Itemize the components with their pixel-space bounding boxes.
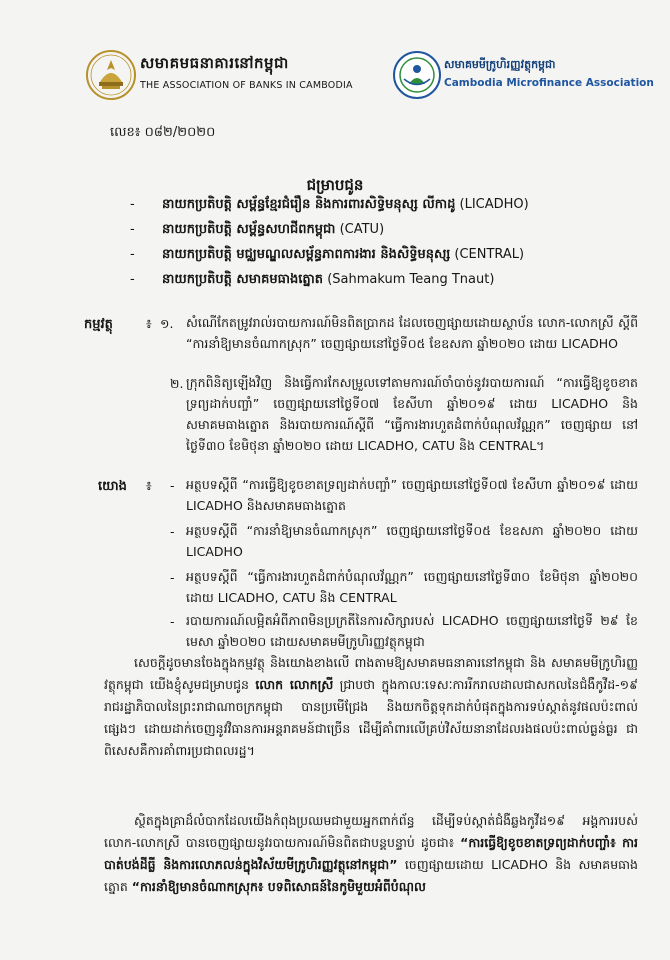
- recipient-item: [130, 217, 640, 242]
- recipient-abbr: (Sahmakum Teang Tnaut): [327, 272, 495, 287]
- cma-header: [392, 50, 654, 110]
- recipients-list: [130, 192, 640, 292]
- cma-name-khmer: សមាគមមីក្រូហិរញ្ញវត្ថុកម្ពុជា: [444, 58, 556, 71]
- paragraph-bold-text: “ការធ្វើឱ្យខូចខាតទ្រព្យដាក់បញ្ចាំ៖ ការបាត់បង់ដីធ្លី និងការលោភលន់ក្នុងវិស័យមីក្រូហិរញ្ញវត្ថុនៅកម្ពុជា”: [104, 835, 638, 872]
- cma-name-english: Cambodia Microfinance Association: [444, 77, 654, 89]
- list-dash: -: [170, 570, 175, 585]
- reference-item-text: អត្ថបទស្តីពី “ការធ្វើឱ្យខូចខាតទ្រព្យដាក់បញ្ចាំ” ចេញផ្សាយនៅថ្ងៃទី០៧ ខែសីហា ឆ្នាំ២០១៩ ដោយ LICADHO និងសមាគមធាងត្នោត: [186, 477, 638, 513]
- cma-logo-icon: [392, 50, 442, 100]
- subject-colon: ៖: [146, 317, 152, 332]
- reference-item-text: អត្ថបទស្តីពី “ការនាំឱ្យមានចំណាកស្រុក” ចេញផ្សាយនៅថ្ងៃទី០៥ ខែឧសភា ឆ្នាំ២០២០ ដោយ LICADHO: [186, 523, 638, 559]
- subject-number: ១.: [160, 316, 174, 331]
- recipient-name: នាយកប្រតិបត្តិ សមាគមធាងត្នោត: [162, 272, 324, 287]
- recipient-abbr: (CATU): [339, 222, 385, 237]
- paragraph-text: ស្ថិតក្នុងគ្រាដ៏លំបាកដែលយើងកំពុងប្រឈមជាមួយអ្នកពាក់ព័ន្ធ ដើម្បីទប់ស្កាត់ជំងឺឆ្លងកូវីដ១៩ អង្គការរបស់លោក-លោកស្រី បានចេញផ្សាយនូវរបាយការណ៍មិនពិតជាបន្តបន្ទាប់ ដូចជា៖: [104, 813, 638, 850]
- list-dash: -: [170, 524, 175, 539]
- recipient-abbr: (CENTRAL): [454, 247, 525, 262]
- recipient-name: នាយកប្រតិបត្តិ មជ្ឈមណ្ឌលសម្ព័ន្ធភាពការងារ និងសិទ្ធិមនុស្ស: [162, 247, 451, 262]
- reference-label: យោង: [98, 479, 127, 494]
- list-dash: -: [170, 478, 175, 493]
- recipient-item: [130, 242, 640, 267]
- paragraph-bold-text: “ការនាំឱ្យមានចំណាកស្រុក៖ បទពិសោធន៍នៃកូមិមួយអំពីបំណុល: [131, 879, 426, 894]
- subject-label: កម្មវត្ថុ: [84, 317, 113, 332]
- subject-item-text: ក្រុកពិនិត្យឡើងវិញ និងធ្វើការកែសម្រួលទៅតាមការណ៍ចាំបាច់នូវរបាយការណ៍ “ការធ្វើឱ្យខូចខាតទ្រព្យដាក់បញ្ចាំ” ចេញផ្សាយនៅថ្ងៃទី០៧ ខែសីហា ឆ្នាំ២០១៩ ដោយ LICADHO និង សមាគមធាងត្នោត និងរបាយការណ៍ស្តីពី “ធ្វើការងារហួតដំពាក់បំណុលវ័ណ្ណក” ចេញផ្សាយ នៅថ្ងៃទី៣០ ខែមិថុនា ឆ្នាំ២០២០ ដោយ LICADHO, CATU និង CENTRAL។: [186, 375, 638, 453]
- recipients-title: ជម្រាបជូន: [306, 176, 364, 194]
- paragraph-text: ជ្រាបថា ក្នុងកាលៈទេសៈការរីករាលដាលជាសកលនៃជំងឺកូវីដ-១៩ រាជរដ្ឋាភិបាលនៃព្រះរាជាណាចក្រកម្ពុជា បានប្រមើជ្រែង និងយកចិត្តទុកដាក់បំផុតក្នុងការទប់ស្កាត់នូវផលប៉ះពាល់ផ្សេងៗ ដោយដាក់ចេញនូវវិធានការអន្តរាគមន៍ជាច្រើន ដើម្បីគាំពារលើគ្រប់វិស័យនានាដែលរងផលប៉ះពាល់ធ្ងន់ធ្ងរ ជាពិសេសគឺការគាំពារប្រជាពលរដ្ឋ។: [104, 677, 638, 758]
- recipient-item: [130, 192, 640, 217]
- list-dash: -: [130, 272, 135, 287]
- recipient-item: [130, 267, 640, 292]
- aba-logo-icon: [84, 48, 138, 102]
- subject-number: ២.: [170, 376, 184, 391]
- aba-header: [84, 46, 353, 106]
- list-dash: -: [130, 247, 135, 262]
- reference-number: លេខ៖ ០៨២/២០២០: [110, 125, 216, 140]
- recipient-name: នាយកប្រតិបត្តិ សម្ព័ន្ធខ្មែរជំរឿន និងការពារសិទ្ធិមនុស្ស លីកាដូ: [162, 197, 456, 212]
- reference-item-text: អត្ថបទស្តីពី “ធ្វើការងារហួតដំពាក់បំណុលវ័ណ្ណក” ចេញផ្សាយនៅថ្ងៃទី៣០ ខែមិថុនា ឆ្នាំ២០២០ ដោយ LICADHO, CATU និង CENTRAL: [186, 569, 638, 605]
- list-dash: -: [130, 197, 135, 212]
- aba-name-khmer: សមាគមធនាគារនៅកម្ពុជា: [140, 54, 289, 72]
- reference-colon: ៖: [146, 479, 152, 494]
- list-dash: -: [170, 614, 175, 629]
- paragraph-text: សេចក្តីដូចមានចែងក្នុងកម្មវត្ថុ និងយោងខាងលើ ពាងតាមឱ្យសមាគមធនាគារនៅកម្ពុជា និង សមាគមមីក្រូហិរញ្ញវត្ថុកម្ពុជា យើងខ្ញុំសូមជម្រាបជូន: [104, 655, 638, 692]
- body-paragraph-2: [104, 810, 638, 898]
- subject-item-text: សំណើកែតម្រូវរាល់របាយការណ៍មិនពិតប្រាកដ ដែលចេញផ្សាយដោយស្ថាប័ន លោក-លោកស្រី ស្តីពី “ការនាំឱ្យមានចំណាកស្រុក” ចេញផ្សាយនៅថ្ងៃទី០៥ ខែឧសភា ឆ្នាំ២០២០ ដោយ LICADHO: [186, 315, 638, 351]
- body-paragraph-1: [104, 652, 638, 762]
- list-dash: -: [130, 222, 135, 237]
- paragraph-text: ចេញផ្សាយដោយ LICADHO និង សមាគមធាងត្នោត: [104, 857, 638, 894]
- aba-name-english: THE ASSOCIATION OF BANKS IN CAMBODIA: [140, 80, 353, 91]
- reference-item-text: របាយការណ៍លម្អិតអំពីភាពមិនប្រក្រតីនៃការសិក្សារបស់ LICADHO ចេញផ្សាយនៅថ្ងៃទី ២៩ ខែមេសា ឆ្នាំ២០២០ ដោយសមាគមមីក្រូហិរញ្ញវត្ថុកម្ពុជា: [186, 613, 638, 649]
- paragraph-bold-text: លោក លោកស្រី: [255, 677, 334, 692]
- recipient-abbr: (LICADHO): [459, 197, 529, 212]
- recipient-name: នាយកប្រតិបត្តិ សម្ព័ន្ធសហជីពកម្ពុជា: [162, 222, 336, 237]
